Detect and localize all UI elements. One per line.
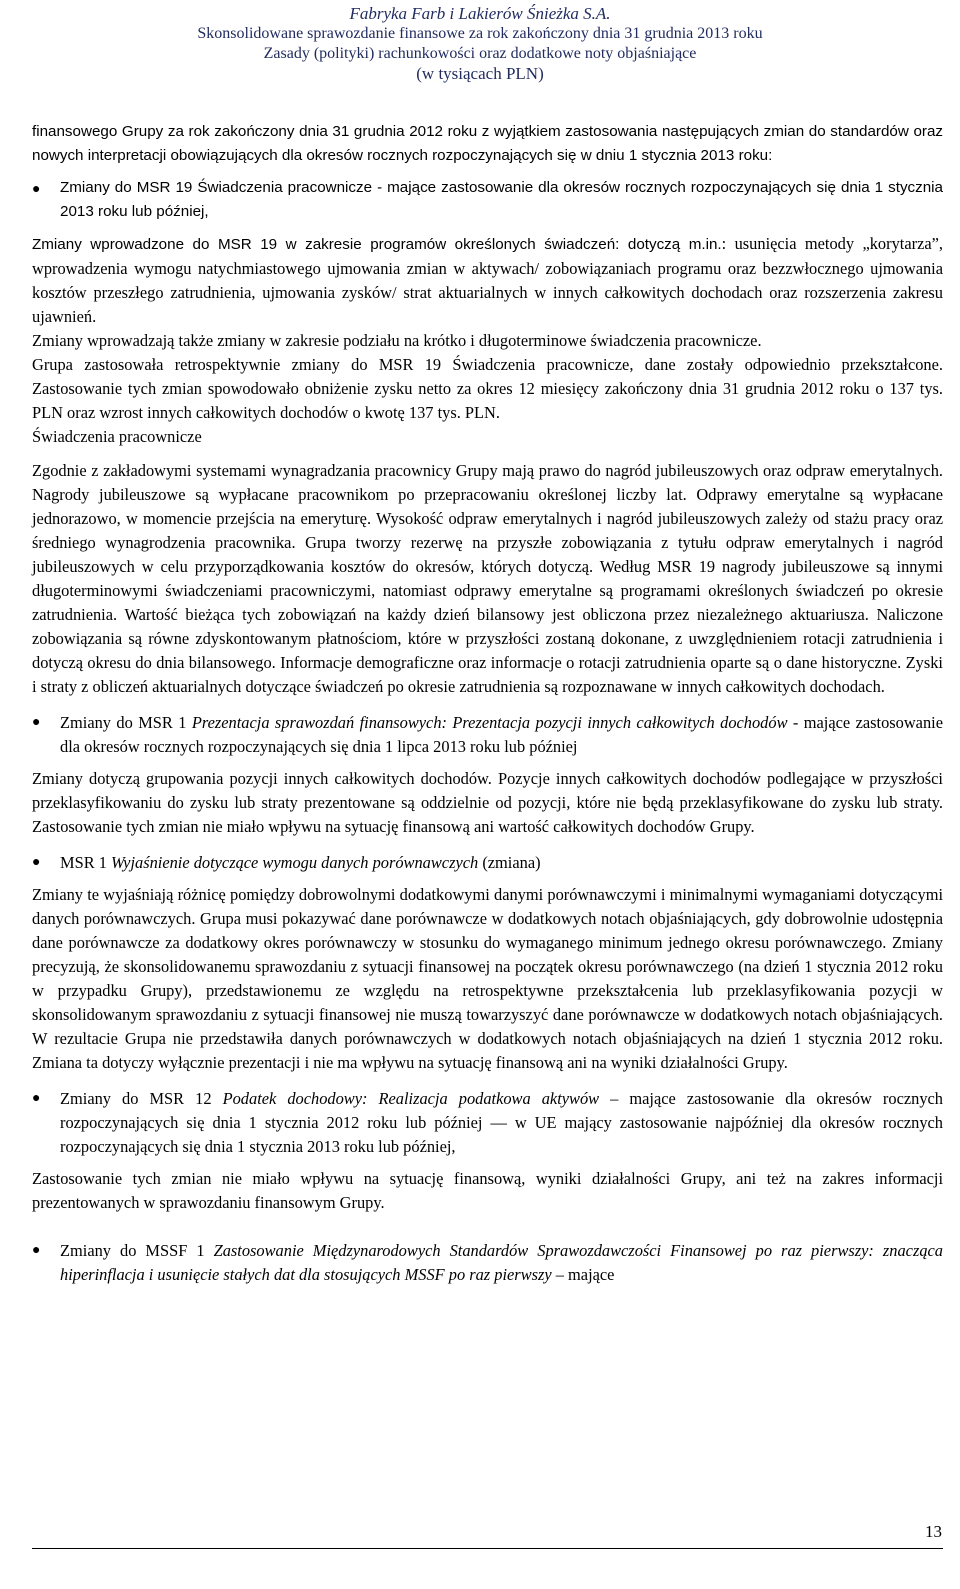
benefits-heading: Świadczenia pracownicze (32, 427, 202, 446)
spacer (32, 1223, 943, 1239)
page-header (0, 4, 960, 84)
msr1-paragraph: Zmiany dotyczą grupowania pozycji innych całkowitych dochodów. Pozycje innych całkowitych dochodów podlegające w przyszłości przeklasyfikowaniu do zysku lub straty prezentowane są oddzielnie od pozycji, które nie będą przeklasyfikowane do zysku lub straty. Zastosowanie tych zmian nie miało wpływu na sytuację finansową ani wartość całkowitych dochodów Grupy. (32, 769, 943, 836)
bullet-msr1 (32, 711, 943, 759)
bullet-icon: ● (32, 1091, 41, 1106)
bullet-icon: ● (32, 855, 41, 870)
msr19-changes-paragraph (32, 232, 943, 329)
msr19-changes-lead: Zmiany wprowadzone do MSR 19 w zakresie programów określonych świadczeń: dotyczą m.in. (32, 236, 722, 253)
msr19-retro-paragraph: Grupa zastosowała retrospektywnie zmiany do MSR 19 Świadczenia pracownicze, dane zostały odpowiednio przekształcone. Zastosowanie tych zmian spowodowało obniżenie zysku netto za okres 12 miesięcy zakończony dnia 31 grudnia 2012 roku o 137 tys. PLN oraz wzrost innych całkowitych dochodów o kwotę 137 tys. PLN. (32, 355, 943, 422)
page-number: 13 (925, 1522, 942, 1541)
header-section-title: Zasady (polityki) rachunkowości oraz dodatkowe noty objaśniające (263, 45, 697, 62)
bullet-icon: ● (32, 180, 41, 196)
bullet-msr1-comparative-prefix: MSR 1 (60, 853, 112, 872)
header-unit: (w tysiącach PLN) (416, 64, 544, 83)
bullet-msr1-comparative-title: Wyjaśnienie dotyczące wymogu danych porównawczych (111, 853, 479, 872)
bullet-msr19 (32, 176, 943, 224)
msr19-changes-2-paragraph: Zmiany wprowadzają także zmiany w zakresie podziału na krótko i długoterminowe świadczenia pracownicze. (32, 331, 762, 350)
bullet-mssf1 (32, 1239, 943, 1287)
bullet-mssf1-prefix: Zmiany do MSSF 1 (60, 1241, 214, 1260)
bullet-msr1-prefix: Zmiany do MSR 1 (60, 713, 192, 732)
header-company: Fabryka Farb i Lakierów Śnieżka S.A. (349, 4, 611, 23)
bullet-msr12-title: Podatek dochodowy: Realizacja podatkowa aktywów (222, 1089, 600, 1108)
bullet-icon: ● (32, 715, 41, 730)
bullet-msr12-prefix: Zmiany do MSR 12 (60, 1089, 223, 1108)
bullet-mssf1-title: Zastosowanie Międzynarodowych Standardów Sprawozdawczości Finansowej po raz pierwszy: znacząca hiperinflacja i usunięcie stałych dat dla stosujących MSSF po raz pierwszy (60, 1241, 943, 1284)
bullet-icon: ● (32, 1243, 41, 1258)
msr12-paragraph: Zastosowanie tych zmian nie miało wpływu na sytuację finansową, wyniki działalności Grupy, ani też na zakres informacji prezentowanych w sprawozdaniu finansowym Grupy. (32, 1169, 943, 1212)
header-report-title: Skonsolidowane sprawozdanie finansowe za rok zakończony dnia 31 grudnia 2013 roku (197, 25, 763, 42)
bullet-msr1-suffix: - mające zastosowanie dla okresów rocznych rozpoczynających się dnia 1 lipca 2013 roku lub później (60, 713, 943, 756)
bullet-msr1-title: Prezentacja sprawozdań finansowych: Prezentacja pozycji innych całkowitych dochodów (191, 713, 788, 732)
bullet-msr19-text: Zmiany do MSR 19 Świadczenia pracownicze - mające zastosowanie dla okresów rocznych rozpoczynających się dnia 1 stycznia 2013 roku lub później, (60, 179, 943, 220)
bullet-msr1-comparative-suffix: (zmiana) (478, 853, 541, 872)
document-body (32, 120, 943, 1295)
footer-divider (32, 1548, 943, 1549)
bullet-msr12 (32, 1087, 943, 1159)
msr1-comparative-paragraph: Zmiany te wyjaśniają różnicę pomiędzy dobrowolnymi dodatkowymi danymi porównawczymi i minimalnymi wymaganiami dotyczącymi danych porównawczych. Grupa musi pokazywać dane porównawcze w dodatkowych notach objaśniających, gdy dobrowolnie udostępnia dane porównawcze za dodatkowy okres porównawczy w stosunku do wymaganego minimum jednego okresu porównawczego. Zmiany precyzują, że skonsolidowanemu sprawozdaniu z sytuacji finansowej na początek okresu porównawczego (na dzień 1 stycznia 2012 roku w przypadku Grupy), przedstawionemu ze względu na retrospektywne przekształcenia lub przeklasyfikowania pozycji w skonsolidowanym sprawozdaniu z sytuacji finansowej nie muszą towarzyszyć dane porównawcze w dodatkowych notach objaśniających. W rezultacie Grupa nie przedstawiła danych porównawczych w dodatkowych notach objaśniających na dzień 1 stycznia 2012 roku. Zmiana ta dotyczy wyłącznie prezentacji i nie ma wpływu na sytuację finansową ani na wyniki działalności Grupy. (32, 885, 943, 1072)
benefits-paragraph: Zgodnie z zakładowymi systemami wynagradzania pracownicy Grupy mają prawo do nagród jubileuszowych oraz odpraw emerytalnych. Nagrody jubileuszowe są wypłacane pracownikom po przepracowaniu określonej liczby lat. Odprawy emerytalne są wypłacane jednorazowo, w momencie przejścia na emeryturę. Wysokość odpraw emerytalnych i nagród jubileuszowych zależy od stażu pracy oraz średniego wynagrodzenia pracownika. Grupa tworzy rezerwę na przyszłe zobowiązania z tytułu odpraw emerytalnych i nagród jubileuszowych w celu przyporządkowania kosztów do okresów, których dotyczą. Według MSR 19 nagrody jubileuszowe są innymi długoterminowymi świadczeniami pracowniczymi, natomiast odprawy emerytalne są programami określonych świadczeń po okresie zatrudnienia. Wartość bieżąca tych zobowiązań na każdy dzień bilansowy jest obliczona przez niezależnego aktuariusza. Naliczone zobowiązania są równe zdyskontowanym płatnościom, które w przyszłości zostaną dokonane, z uwzględnieniem rotacji zatrudnienia i dotyczą okresu do dnia bilansowego. Informacje demograficzne oraz informacje o rotacji zatrudnienia oparte są o dane historyczne. Zyski i straty z obliczeń aktuarialnych dotyczące świadczeń po okresie zatrudnienia są rozpoznawane w innych całkowitych dochodach. (32, 461, 943, 696)
bullet-mssf1-suffix: – mające (551, 1265, 615, 1284)
bullet-msr1-comparative (32, 851, 943, 875)
bullet-msr12-suffix: – mające zastosowanie dla okresów rocznych rozpoczynających się dnia 1 stycznia 2012 roku lub później — w UE mający zastosowanie najpóźniej dla okresów rocznych rozpoczynających się dnia 1 stycznia 2013 roku lub później, (60, 1089, 944, 1156)
msr19-changes-rest: : usunięcia metody „korytarza”, wprowadzenia wymogu natychmiastowego ujmowania zmian w aktywach/ zobowiązaniach programu oraz bezzwłocznego ujmowania kosztów przeszłego zatrudnienia, ujmowania zysków/ strat aktuarialnych w innych całkowitych dochodach oraz rozszerzenia zakresu ujawnień. (32, 234, 943, 326)
intro-paragraph: finansowego Grupy za rok zakończony dnia 31 grudnia 2012 roku z wyjątkiem zastosowania następujących zmian do standardów oraz nowych interpretacji obowiązujących dla okresów rocznych rozpoczynających się w dniu 1 stycznia 2013 roku: (32, 123, 943, 164)
